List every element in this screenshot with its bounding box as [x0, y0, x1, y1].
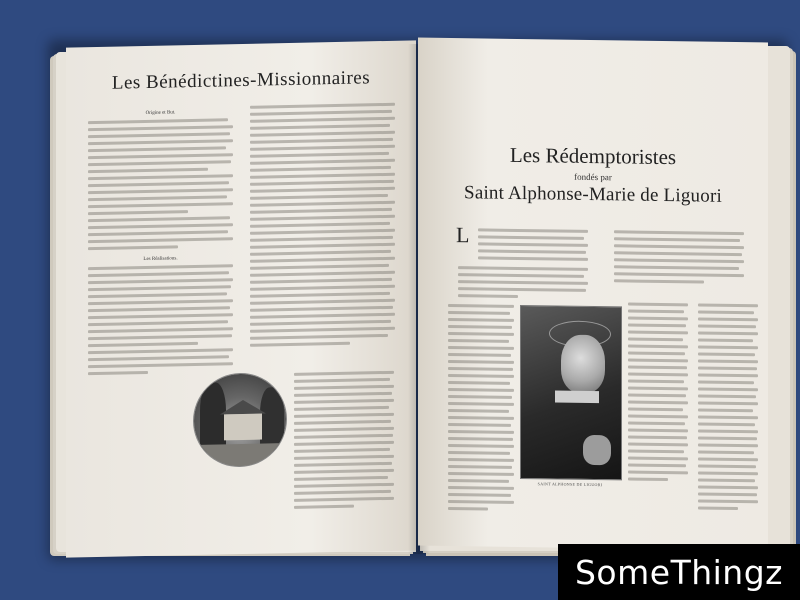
right-column-1-lower	[448, 304, 514, 515]
watermark-text: SomeThingz	[574, 552, 783, 592]
drop-cap: L	[456, 222, 470, 248]
right-page-subtitle: Saint Alphonse-Marie de Liguori	[464, 182, 722, 207]
right-page-founded-by: fondés par	[574, 171, 612, 183]
right-column-1-top	[478, 228, 588, 265]
right-page	[418, 38, 768, 551]
left-column-1	[88, 106, 233, 379]
left-page	[66, 40, 416, 557]
left-column-2	[250, 103, 395, 351]
watermark	[558, 544, 800, 600]
right-column-3	[698, 303, 758, 514]
right-page-title: Les Rédemptoristes	[509, 142, 677, 170]
convent-photo	[194, 373, 286, 467]
left-page-title: Les Bénédictines-Missionnaires	[111, 67, 371, 94]
subhead-realisations: Les Réalisations.	[143, 256, 178, 263]
left-column-2-wrap	[294, 371, 394, 513]
subhead-origine: Origine et But.	[145, 110, 176, 116]
right-column-3-top	[614, 230, 744, 288]
right-column-1	[458, 266, 588, 303]
right-column-2-wrap	[628, 302, 688, 485]
portrait-caption: SAINT ALPHONSE DE LIGUORI	[537, 481, 603, 488]
saint-portrait	[520, 305, 622, 480]
